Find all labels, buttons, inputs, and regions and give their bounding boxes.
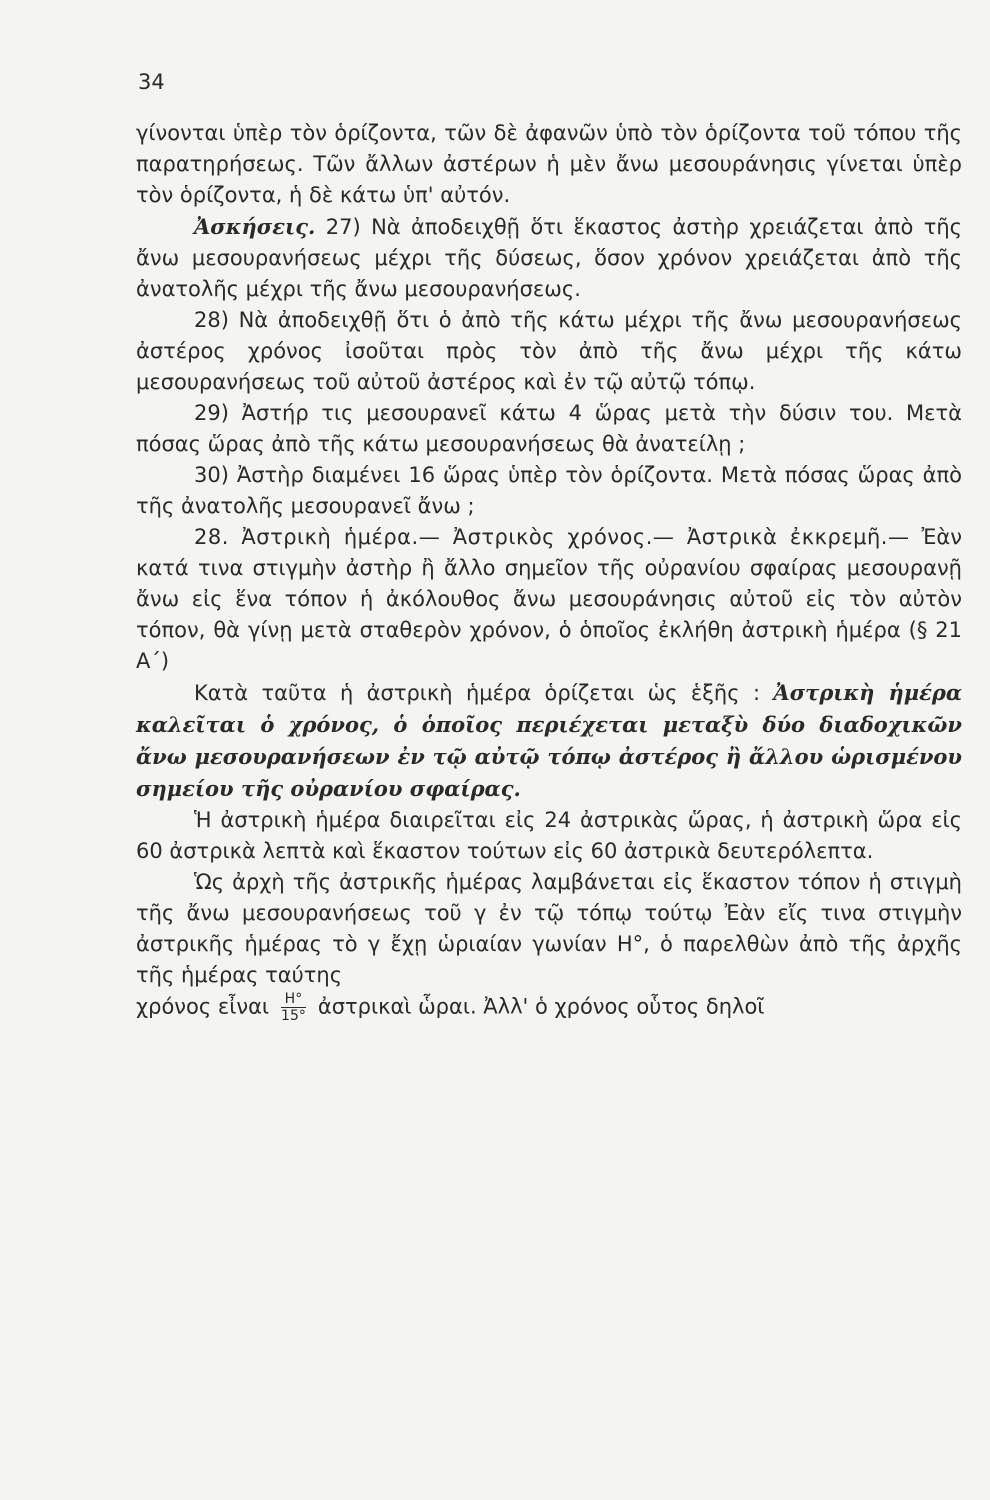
- definition-paragraph: [136, 677, 962, 805]
- section-28-text: Ἐὰν κατά τινα στιγμὴν ἀστὴρ ἢ ἄλλο σημεῖον τῆς οὐρανίου σφαίρας μεσουρανῇ ἄνω εἰς ἕνα τόπον ἡ ἀκόλουθος ἄνω μεσουράνησις αὐτοῦ εἰς τὸν αὐτὸν τόπον, θὰ γίνῃ μετὰ σταθερὸν χρόνον, ὁ ὁποῖος ἐκλήθη ἀστρικὴ ἡμέρα (§ 21 Α΄): [136, 525, 962, 673]
- formula-line: [136, 991, 962, 1024]
- paragraph-exercise-27: [136, 211, 962, 305]
- exercise-27-text: 27) Νὰ ἀποδειχθῇ ὅτι ἕκαστος ἀστὴρ χρειάζεται ἀπὸ τῆς ἄνω μεσουρανήσεως μέχρι τῆς δύσεως, ὅσον χρόνον χρειάζεται ἀπὸ τῆς ἀνατολῆς μέχρι τῆς ἄνω μεσουρανήσεως.: [136, 215, 962, 301]
- exercises-heading: Ἀσκήσεις.: [194, 214, 316, 239]
- paragraph-exercise-29: 29) Ἀστήρ τις μεσουρανεῖ κάτω 4 ὥρας μετὰ τὴν δύσιν του. Μετὰ πόσας ὥρας ἀπὸ τῆς κάτω μεσουρανήσεως θὰ ἀνατείλῃ ;: [136, 401, 962, 456]
- formula-before: χρόνος εἶναι: [136, 994, 270, 1019]
- section-28-paragraph: [136, 522, 962, 677]
- section-title: 28. Ἀστρικὴ ἡμέρα.— Ἀστρικὸς χρόνος.— Ἀστρικὰ ἐκκρεμῆ.—: [194, 525, 910, 549]
- paragraph-exercise-30: 30) Ἀστὴρ διαμένει 16 ὥρας ὑπὲρ τὸν ὁρίζοντα. Μετὰ πόσας ὥρας ἀπὸ τῆς ἀνατολῆς μεσουρανεῖ ἄνω ;: [136, 463, 962, 518]
- paragraph-exercise-28: 28) Νὰ ἀποδειχθῇ ὅτι ὁ ἀπὸ τῆς κάτω μέχρι τῆς ἄνω μεσουρανήσεως ἀστέρος χρόνος ἰσοῦται πρὸς τὸν ἀπὸ τῆς ἄνω μέχρι τῆς κάτω μεσουρανήσεως τοῦ αὐτοῦ ἀστέρος καὶ ἐν τῷ αὐτῷ τόπῳ.: [136, 308, 962, 394]
- paragraph-1: γίνονται ὑπὲρ τὸν ὁρίζοντα, τῶν δὲ ἀφανῶν ὑπὸ τὸν ὁρίζοντα τοῦ τόπου τῆς παρατηρήσεως. Τῶν ἄλλων ἀστέρων ἡ μὲν ἄνω μεσουράνησις γίνεται ὑπὲρ τὸν ὁρίζοντα, ἡ δὲ κάτω ὑπ' αὐτόν.: [136, 121, 962, 207]
- formula-after: ἀστρικαὶ ὧραι. Ἀλλ' ὁ χρόνος οὗτος δηλοῖ: [317, 994, 765, 1019]
- page-number: 34: [138, 70, 165, 94]
- fraction: [281, 991, 306, 1024]
- division-paragraph: Ἡ ἀστρικὴ ἡμέρα διαιρεῖται εἰς 24 ἀστρικὰς ὥρας, ἡ ἀστρικὴ ὥρα εἰς 60 ἀστρικὰ λεπτὰ καὶ ἕκαστον τούτων εἰς 60 ἀστρικὰ δευτερόλεπτα.: [136, 808, 962, 863]
- definition-intro: Κατὰ ταῦτα ἡ ἀστρικὴ ἡμέρα ὁρίζεται ὡς ἑξῆς :: [194, 681, 774, 705]
- definition-italic: Ἀστρικὴ ἡμέρα καλεῖται ὁ χρόνος, ὁ ὁποῖος περιέχεται μεταξὺ δύο διαδοχικῶν ἄνω μεσουρανήσεων ἐν τῷ αὐτῷ τόπῳ ἀστέρος ἢ ἄλλου ὡρισμένου σημείου τῆς οὐρανίου σφαίρας.: [136, 680, 962, 801]
- start-paragraph: Ὡς ἀρχὴ τῆς ἀστρικῆς ἡμέρας λαμβάνεται εἰς ἕκαστον τόπον ἡ στιγμὴ τῆς ἄνω μεσουρανήσεως τοῦ γ ἐν τῷ τόπῳ τούτῳ Ἐὰν εἴς τινα στιγμὴν ἀστρικῆς ἡμέρας τὸ γ ἔχῃ ὡριαίαν γωνίαν Η°, ὁ παρελθὼν ἀπὸ τῆς ἀρχῆς τῆς ἡμέρας ταύτης: [136, 870, 962, 987]
- fraction-denominator: 15°: [281, 1008, 306, 1024]
- page-body: [136, 118, 962, 1024]
- fraction-numerator: Η°: [281, 991, 306, 1008]
